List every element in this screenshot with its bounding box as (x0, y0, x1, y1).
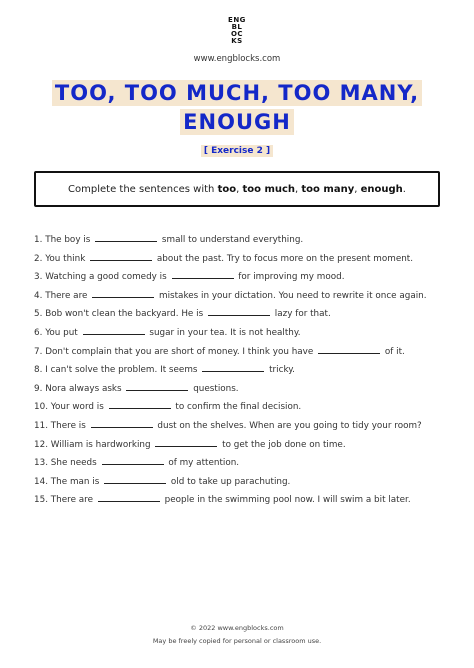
answer-blank[interactable] (155, 438, 217, 447)
answer-blank[interactable] (126, 382, 188, 391)
item-text-before: 10. Your word is (34, 402, 107, 413)
exercise-item (34, 252, 454, 271)
engblocks-logo (0, 17, 474, 45)
item-text-before: 6. You put (34, 327, 81, 338)
exercise-label: [ Exercise 2 ] (201, 145, 273, 157)
item-text-before: 15. There are (34, 495, 96, 506)
answer-blank[interactable] (102, 456, 164, 465)
item-text-before: 9. Nora always asks (34, 383, 125, 394)
item-text-after: of my attention. (165, 458, 240, 469)
item-text-after: sugar in your tea. It is not healthy. (146, 327, 301, 338)
exercise-item (34, 400, 454, 419)
answer-blank[interactable] (95, 233, 157, 242)
exercise-item (34, 345, 454, 364)
instruction-prefix: Complete the sentences with (68, 183, 218, 195)
instruction-box (34, 171, 440, 207)
exercise-item (34, 289, 454, 308)
item-text-before: 11. There is (34, 420, 89, 431)
answer-blank[interactable] (172, 270, 234, 279)
word-too-many: too many (301, 183, 355, 195)
item-text-before: 3. Watching a good comedy is (34, 272, 170, 283)
answer-blank[interactable] (104, 475, 166, 484)
word-too-much: too much (242, 183, 296, 195)
item-text-before: 7. Don't complain that you are short of money. I think you have (34, 346, 317, 357)
page-footer (0, 622, 474, 648)
exercise-item (34, 493, 454, 512)
answer-blank[interactable] (202, 363, 264, 372)
exercise-item (34, 475, 454, 494)
logo-line: ENG (228, 16, 246, 24)
instruction-text (68, 184, 406, 195)
item-text-before: 2. You think (34, 253, 89, 264)
answer-blank[interactable] (98, 493, 160, 502)
exercise-item (34, 456, 454, 475)
item-text-after: lazy for that. (271, 309, 331, 320)
item-text-after: mistakes in your dictation. You need to rewrite it once again. (156, 290, 427, 301)
item-text-before: 13. She needs (34, 458, 100, 469)
logo-line: KS (231, 37, 243, 45)
item-text-after: to confirm the final decision. (172, 402, 302, 413)
item-text-before: 8. I can't solve the problem. It seems (34, 365, 201, 376)
item-text-before: 5. Bob won't clean the backyard. He is (34, 309, 206, 320)
answer-blank[interactable] (318, 345, 380, 354)
site-url: www.engblocks.com (193, 54, 281, 64)
item-text-before: 4. There are (34, 290, 91, 301)
logo-mark (228, 17, 246, 45)
exercise-item (34, 270, 454, 289)
footer-copyright: © 2022 www.engblocks.com (190, 624, 284, 632)
exercise-item (34, 363, 454, 382)
instruction-sep: , (354, 183, 361, 195)
title-line-1: TOO, TOO MUCH, TOO MANY, (52, 80, 422, 106)
answer-blank[interactable] (109, 400, 171, 409)
word-too: too (217, 183, 237, 195)
exercise-item (34, 438, 454, 457)
exercise-item (34, 382, 454, 401)
worksheet-title (0, 80, 474, 135)
item-text-after: of it. (382, 346, 405, 357)
instruction-suffix: . (402, 183, 406, 195)
item-text-after: dust on the shelves. When are you going to tidy your room? (154, 420, 422, 431)
answer-blank[interactable] (83, 326, 145, 335)
instruction-sep: , (295, 183, 302, 195)
exercise-item (34, 233, 454, 252)
logo-line: BL (231, 23, 243, 31)
answer-blank[interactable] (92, 289, 154, 298)
exercise-item (34, 326, 454, 345)
answer-blank[interactable] (90, 252, 152, 261)
word-enough: enough (360, 183, 403, 195)
item-text-after: small to understand everything. (159, 235, 304, 245)
logo-line: OC (230, 30, 244, 38)
title-line-2: ENOUGH (180, 109, 294, 135)
item-text-after: people in the swimming pool now. I will swim a bit later. (161, 495, 411, 506)
footer-note: May be freely copied for personal or classroom use. (152, 637, 322, 645)
answer-blank[interactable] (208, 307, 270, 316)
item-text-before: 14. The man is (34, 476, 103, 487)
instruction-sep: , (236, 183, 243, 195)
item-text-after: for improving my mood. (235, 272, 345, 283)
exercise-item (34, 307, 454, 326)
item-text-before: 1. The boy is (34, 235, 94, 245)
item-text-after: old to take up parachuting. (168, 476, 291, 487)
exercise-item (34, 419, 454, 438)
item-text-after: tricky. (266, 365, 295, 376)
item-text-after: about the past. Try to focus more on the present moment. (154, 253, 414, 264)
item-text-before: 12. William is hardworking (34, 439, 154, 450)
exercise-label-wrap (0, 138, 474, 157)
item-text-after: questions. (190, 383, 239, 394)
exercise-list (34, 233, 454, 512)
item-text-after: to get the job done on time. (219, 439, 346, 450)
answer-blank[interactable] (91, 419, 153, 428)
